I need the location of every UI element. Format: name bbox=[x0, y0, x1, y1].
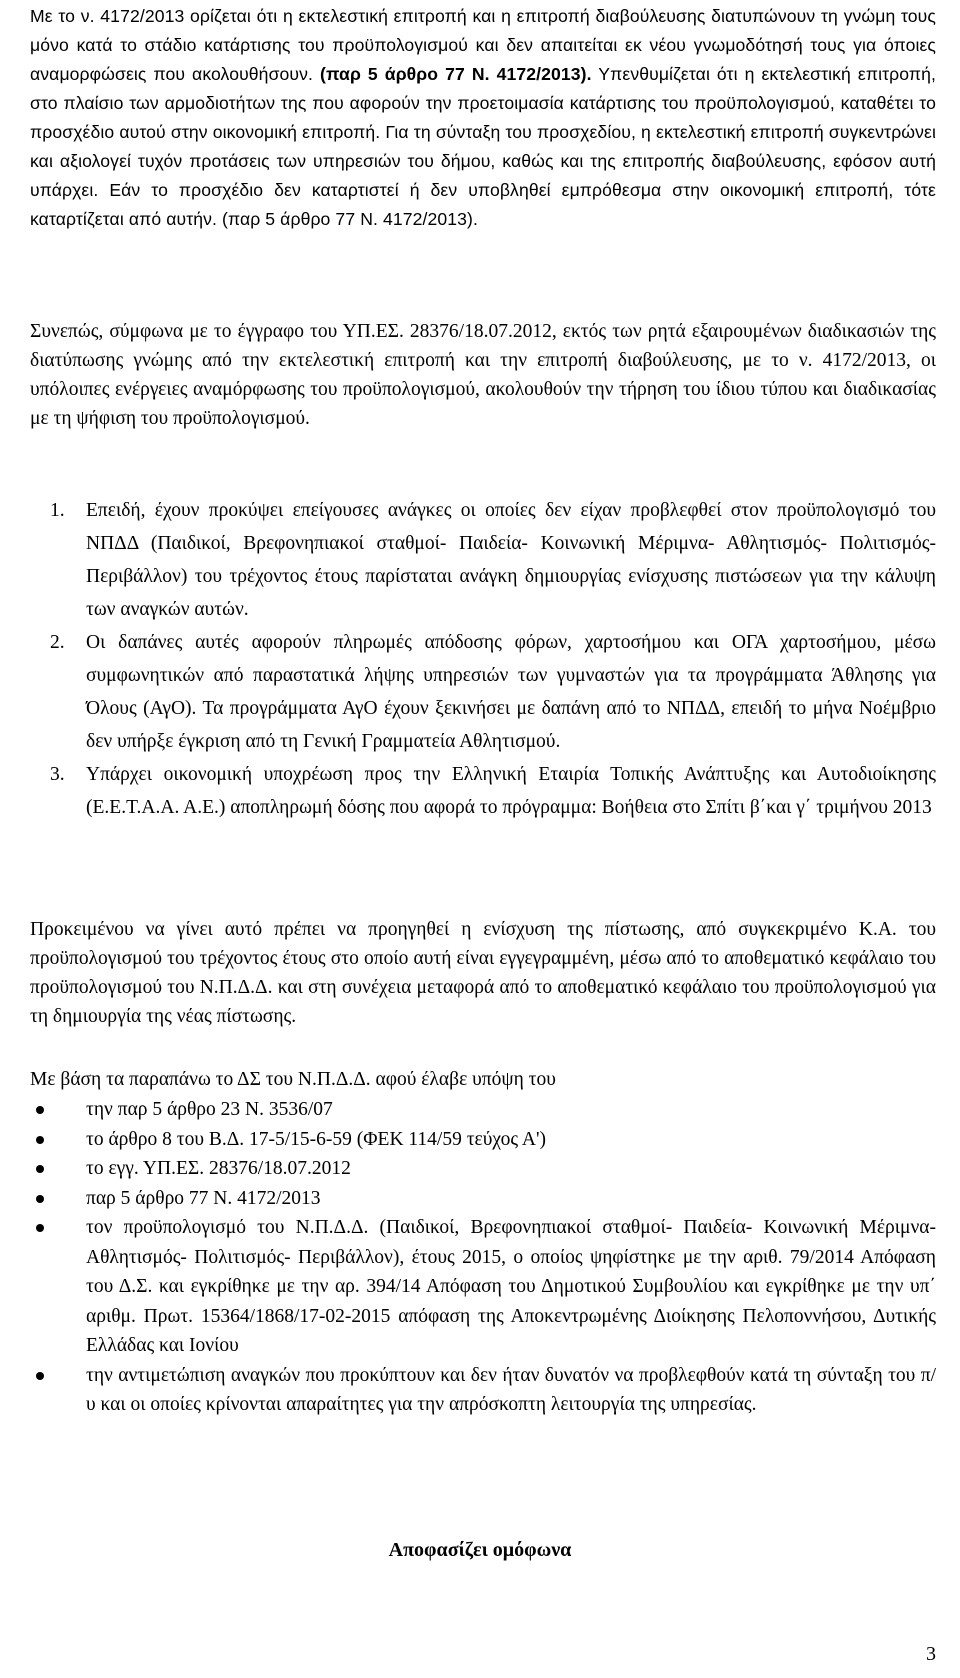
bullet-text: το εγγ. ΥΠ.ΕΣ. 28376/18.07.2012 bbox=[86, 1158, 351, 1179]
numbered-list bbox=[30, 494, 936, 824]
intro-paragraph bbox=[30, 2, 936, 234]
bullet-item bbox=[30, 1154, 936, 1184]
item-text: Υπάρχει οικονομική υποχρέωση προς την Ελληνική Εταιρία Τοπικής Ανάπτυξης και Αυτοδιοίκησης (Ε.Ε.Τ.Α.Α. Α.Ε.) αποπληρωμή δόσης που αφορά το πρόγραμμα: Βοήθεια στο Σπίτι β΄και γ΄ τριμήνου 2013 bbox=[86, 764, 936, 818]
intro-bold-reference: (παρ 5 άρθρο 77 Ν. 4172/2013). bbox=[320, 64, 592, 84]
bullet-text: παρ 5 άρθρο 77 Ν. 4172/2013 bbox=[86, 1187, 321, 1209]
intro-text: Με το ν. 4172/2013 ορίζεται ότι η εκτελεστική επιτροπή και η επιτροπή διαβούλευσης διατυπώνουν τη γνώμη τους μόνο κατά το στάδιο κατάρτισης του προϋπολογισμού και δεν απαιτείται εκ νέου γνωμοδότησή τους για όποιες αναμορφώσεις που ακολουθήσουν. bbox=[30, 6, 936, 84]
bullet-text: την παρ 5 άρθρο 23 Ν. 3536/07 bbox=[86, 1099, 333, 1120]
bullet-item bbox=[30, 1125, 936, 1155]
bullet-item bbox=[30, 1361, 936, 1420]
item-number: 1. bbox=[50, 500, 65, 521]
bullet-dot-icon bbox=[30, 1154, 86, 1184]
bullet-text: την αντιμετώπιση αναγκών που προκύπτουν και δεν ήταν δυνατόν να προβλεφθούν κατά τη σύνταξη του π/υ και οι οποίες κρίνονται απαραίτητες για την απρόσκοπτη λειτουργία της υπηρεσίας. bbox=[86, 1364, 936, 1415]
item-number: 2. bbox=[50, 632, 65, 653]
bullet-item bbox=[30, 1184, 936, 1214]
bullet-dot-icon bbox=[30, 1213, 86, 1361]
consequently-paragraph: Συνεπώς, σύμφωνα με το έγγραφο του ΥΠ.ΕΣ. 28376/18.07.2012, εκτός των ρητά εξαιρουμένων διαδικασιών της διατύπωσης γνώμης από την εκτελεστική επιτροπή και την επιτροπή διαβούλευσης, με το ν. 4172/2013, οι υπόλοιπες ενέργειες αναμόρφωσης του προϋπολογισμού, ακολουθούν την τήρηση του ίδιου τύπου και διαδικασίας με τη ψήφιση του προϋπολογισμού. bbox=[30, 321, 936, 429]
item-text: Οι δαπάνες αυτές αφορούν πληρωμές απόδοσης φόρων, χαρτοσήμου και ΟΓΑ χαρτοσήμου, μέσω συμφωνητικών από παραστατικά λήψης υπηρεσιών των γυμναστών για τα προγράμματα Άθλησης για Όλους (ΑγΟ). Τα προγράμματα ΑγΟ έχουν ξεκινήσει με δαπάνη από το ΝΠΔΔ, επειδή το μήνα Νοέμβριο δεν υπήρξε έγκριση από τη Γενική Γραμματεία Αθλητισμού. bbox=[86, 632, 936, 752]
bullet-dot-icon bbox=[30, 1125, 86, 1155]
intro-text-2: Υπενθυμίζεται ότι η εκτελεστική επιτροπή, στο πλαίσιο των αρμοδιοτήτων της που αφορούν την προετοιμασία κατάρτισης του προϋπολογισμού, καταθέτει το προσχέδιο αυτού στην οικονομική επιτροπή. bbox=[30, 64, 937, 142]
numbered-item bbox=[30, 626, 936, 758]
bullet-list bbox=[30, 1095, 936, 1420]
item-text: Επειδή, έχουν προκύψει επείγουσες ανάγκες οι οποίες δεν είχαν προβλεφθεί στον προϋπολογισμό του ΝΠΔΔ (Παιδικοί, Βρεφονηπιακοί σταθμοί- Παιδεία- Κοινωνική Μέριμνα- Αθλητισμός- Πολιτισμός- Περιβάλλον) του τρέχοντος έτους παρίσταται ανάγκη δημιουργίας ενίσχυσης πιστώσεων για την κάλυψη των αναγκών αυτών. bbox=[86, 500, 936, 620]
intro-text-3: Για τη σύνταξη του προσχεδίου, η εκτελεστική επιτροπή συγκεντρώνει και αξιολογεί τυχόν προτάσεις των υπηρεσιών του δήμου, καθώς και της επιτροπής διαβούλευσης, εφόσον αυτή υπάρχει. Εάν το προσχέδιο δεν καταρτιστεί ή δεν υποβληθεί εμπρόθεσμα στην οικονομική επιτροπή, τότε καταρτίζεται από αυτήν. (παρ 5 άρθρο 77 Ν. 4172/2013). bbox=[30, 122, 936, 229]
bullet-dot-icon bbox=[30, 1184, 86, 1214]
requirement-paragraph: Προκειμένου να γίνει αυτό πρέπει να προηγηθεί η ενίσχυση της πίστωσης, από συγκεκριμένο Κ.Α. του προϋπολογισμού του τρέχοντος έτους στο οποίο αυτή είναι εγγεγραμμένη, μέσω από το αποθεματικό κεφάλαιο του προϋπολογισμού του Ν.Π.Δ.Δ. και στη συνέχεια μεταφορά από το αποθεματικό κεφάλαιο του προϋπολογισμού για τη δημιουργία της νέας πίστωσης. bbox=[30, 919, 936, 1027]
bullet-dot-icon bbox=[30, 1361, 86, 1420]
numbered-item bbox=[30, 494, 936, 626]
page-number: 3 bbox=[926, 1643, 936, 1665]
bullet-text: τον προϋπολογισμό του Ν.Π.Δ.Δ. (Παιδικοί, Βρεφονηπιακοί σταθμοί- Παιδεία- Κοινωνική Μέριμνα- Αθλητισμός- Πολιτισμός- Περιβάλλον), έτους 2015, ο οποίος ψηφίστηκε με την αριθ. 79/2014 Απόφαση του Δ.Σ. και εγκρίθηκε με την αρ. 394/14 Απόφαση του Δημοτικού Συμβουλίου και εγκρίθηκε με την υπ΄ αριθμ. Πρωτ. 15364/1868/17-02-2015 απόφαση της Αποκεντρωμένης Διοίκησης Πελοποννήσου, Δυτικής Ελλάδας και Ιονίου bbox=[86, 1217, 936, 1356]
bullet-text: το άρθρο 8 του Β.Δ. 17-5/15-6-59 (ΦΕΚ 114/59 τεύχος Α') bbox=[86, 1128, 546, 1150]
bullet-item bbox=[30, 1095, 936, 1125]
bullet-dot-icon bbox=[30, 1095, 86, 1125]
numbered-item bbox=[30, 758, 936, 824]
basis-intro: Με βάση τα παραπάνω το ΔΣ του Ν.Π.Δ.Δ. αφού έλαβε υπόψη του bbox=[30, 1069, 556, 1090]
bullet-item bbox=[30, 1213, 936, 1361]
item-number: 3. bbox=[50, 764, 65, 785]
decision-heading: Αποφασίζει ομόφωνα bbox=[388, 1539, 572, 1561]
